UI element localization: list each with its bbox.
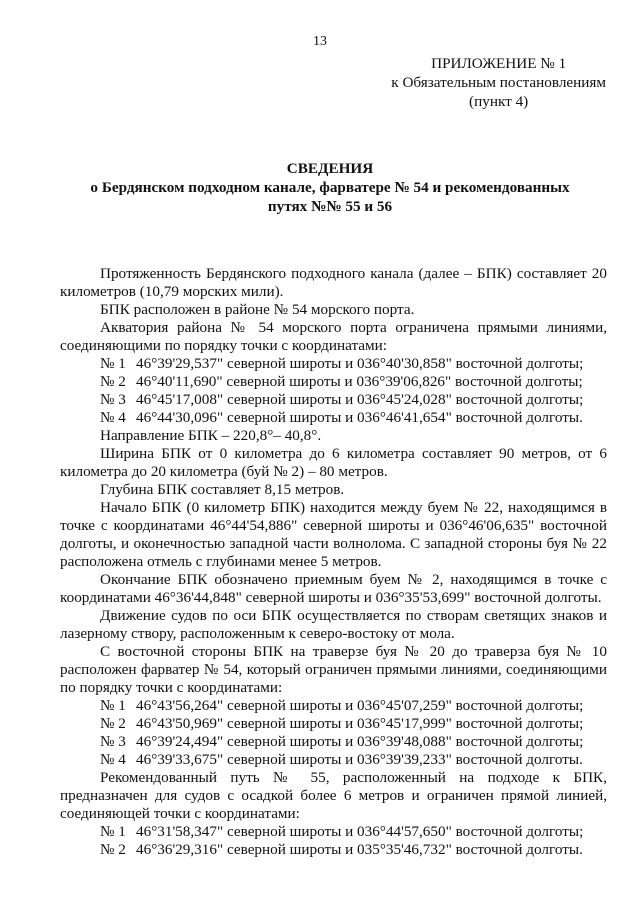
appendix-title: ПРИЛОЖЕНИЕ № 1 — [431, 55, 567, 72]
paragraph-fairway-54: С восточной стороны БПК на траверзе буя № 20 до траверза буя № 10 расположен фарватер № 54, который ограничен прямыми линиями, соединяющими по порядку точки с координатами: — [60, 643, 607, 696]
coordinate-point: № 2 46°40'11,690" северной широты и 036°39'06,826" восточной долготы; — [100, 373, 583, 390]
paragraph-canal-length: Протяженность Бердянского подходного канала (далее – БПК) составляет 20 километров (10,79 морских мили). — [60, 265, 607, 300]
coordinate-point: № 2 46°36'29,316" северной широты и 035°35'46,732" восточной долготы. — [100, 841, 583, 858]
document-body — [60, 265, 607, 859]
coordinate-point: № 3 46°45'17,008" северной широты и 036°45'24,028" восточной долготы; — [100, 391, 584, 408]
document-heading — [60, 159, 600, 216]
paragraph-canal-location: БПК расположен в районе № 54 морского порта. — [100, 301, 415, 318]
paragraph-canal-width: Ширина БПК от 0 километра до 6 километра составляет 90 метров, от 6 километра до 20 километра (буй № 2) – 80 метров. — [60, 445, 607, 480]
appendix-reference: к Обязательным постановлениям — [391, 74, 606, 91]
appendix-header — [391, 54, 606, 111]
coordinate-point: № 2 46°43'50,969" северной широты и 036°45'17,999" восточной долготы; — [100, 715, 584, 732]
coordinate-point: № 1 46°43'56,264" северной широты и 036°45'07,259" восточной долготы; — [100, 697, 584, 714]
coordinate-point: № 4 46°39'33,675" северной широты и 036°39'39,233" восточной долготы. — [100, 751, 583, 768]
coordinates-list-area — [60, 355, 607, 427]
paragraph-route-55: Рекомендованный путь № 55, расположенный на подходе к БПК, предназначен для судов с осадкой более 6 метров и ограничен прямой линией, соединяющей точки с координатами: — [60, 769, 607, 822]
paragraph-canal-end: Окончание БПК обозначено приемным буем № 2, находящимся в точке с координатами 46°36'44,848" северной широты и 036°35'53,699" восточной долготы. — [60, 571, 607, 606]
coordinates-list-route-55 — [60, 823, 607, 859]
appendix-clause: (пункт 4) — [469, 93, 529, 110]
coordinate-point: № 4 46°44'30,096" северной широты и 036°46'41,654" восточной долготы. — [100, 409, 583, 426]
page-number: 13 — [313, 34, 327, 49]
coordinates-list-fairway — [60, 697, 607, 769]
paragraph-vessel-movement: Движение судов по оси БПК осуществляется по створам светящих знаков и лазерному створу, расположенным к северо-востоку от мола. — [60, 607, 607, 642]
paragraph-canal-depth: Глубина БПК составляет 8,15 метров. — [100, 481, 345, 498]
coordinate-point: № 3 46°39'24,494" северной широты и 036°39'48,088" восточной долготы; — [100, 733, 584, 750]
paragraph-canal-direction: Направление БПК – 220,8°– 40,8°. — [100, 427, 322, 444]
coordinate-point: № 1 46°39'29,537" северной широты и 036°40'30,858" восточной долготы; — [100, 355, 584, 372]
paragraph-port-area: Акватория района № 54 морского порта ограничена прямыми линиями, соединяющими по порядку точки с координатами: — [60, 319, 607, 354]
paragraph-canal-start: Начало БПК (0 километр БПК) находится между буем № 22, находящимся в точке с координатами 46°44'54,886" северной широты и 036°46'06,635" восточной долготы, и оконечностью западной части волнолома. С западной стороны буя № 22 расположена отмель с глубинами менее 5 метров. — [60, 499, 607, 570]
heading-subtitle-line-2: путях №№ 55 и 56 — [267, 198, 393, 215]
heading-subtitle-line-1: о Бердянском подходном канале, фарватере № 54 и рекомендованных — [90, 179, 570, 196]
heading-title: СВЕДЕНИЯ — [286, 160, 374, 177]
coordinate-point: № 1 46°31'58,347" северной широты и 036°44'57,650" восточной долготы; — [100, 823, 584, 840]
